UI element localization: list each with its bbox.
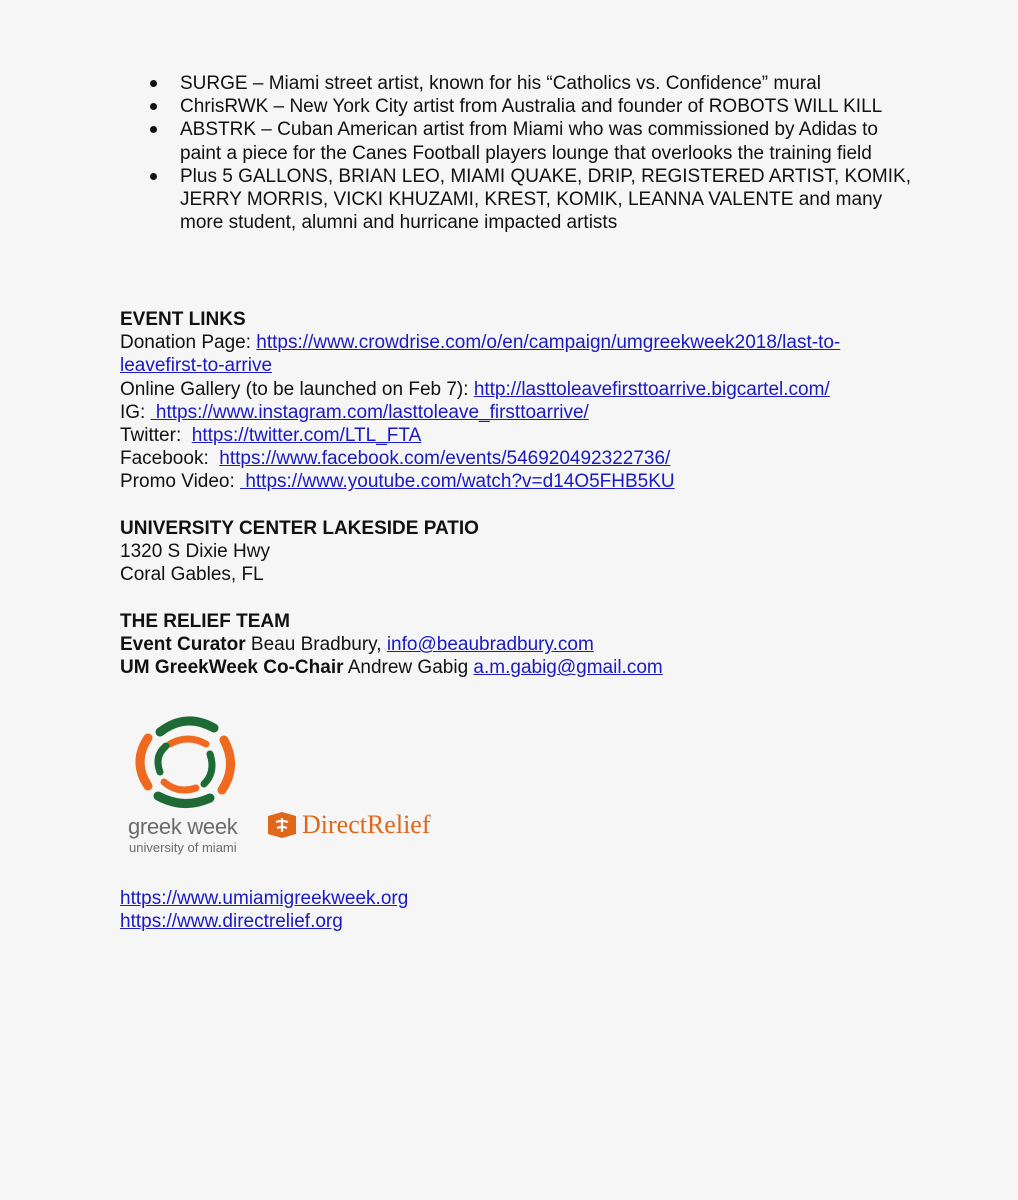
direct-relief-wordmark: DirectRelief [302,810,431,839]
list-item [180,118,920,164]
team-section [120,610,663,680]
artist-text: SURGE – Miami street artist, known for his “Catholics vs. Confidence” mural [180,73,821,94]
donation-row-cont [120,354,920,377]
promo-label: Promo Video: [120,471,241,493]
facebook-row [120,447,920,470]
facebook-link[interactable]: https://www.facebook.com/events/546920492322736/ [219,448,671,470]
twitter-label: Twitter: [120,425,192,447]
venue-section [120,517,479,587]
gallery-row [120,378,920,401]
list-item [180,165,920,235]
promo-link[interactable]: https://www.youtube.com/watch?v=d14O5FHB5KU [240,471,675,493]
greek-week-logo-title: greek week [128,814,238,839]
donation-link[interactable]: https://www.crowdrise.com/o/en/campaign/umgreekweek2018/last-to- [256,332,841,354]
directrelief-site-link[interactable]: https://www.directrelief.org [120,911,343,933]
venue-heading: UNIVERSITY CENTER LAKESIDE PATIO [120,518,479,539]
venue-address-line2: Coral Gables, FL [120,564,264,586]
gallery-link[interactable]: http://lasttoleavefirsttoarrive.bigcartel.com/ [473,378,830,400]
cochair-email-link[interactable]: a.m.gabig@gmail.com [473,657,663,679]
curator-row [120,633,663,656]
donation-label: Donation Page: [120,332,257,354]
twitter-link[interactable]: https://twitter.com/LTL_FTA [191,425,422,447]
event-links-section [120,308,920,494]
gallery-label: Online Gallery (to be launched on Feb 7): [120,378,474,400]
event-links-heading: EVENT LINKS [120,309,246,330]
facebook-label: Facebook: [120,448,220,470]
list-item [180,95,920,118]
curator-name: Beau Bradbury, [245,634,387,656]
footer-links [120,887,408,933]
cochair-name: Andrew Gabig [343,657,474,679]
venue-address-line1: 1320 S Dixie Hwy [120,541,270,563]
greek-week-ring-logo [126,710,246,810]
bullet-icon [150,173,157,180]
team-heading: THE RELIEF TEAM [120,611,290,632]
list-item [180,72,920,95]
instagram-link[interactable]: https://www.instagram.com/lasttoleave_firsttoarrive/ [150,401,589,423]
bullet-icon [150,103,157,110]
curator-role: Event Curator [120,634,246,656]
artist-text: ChrisRWK – New York City artist from Australia and founder of ROBOTS WILL KILL [180,96,883,118]
bullet-icon [150,126,157,133]
greekweek-site-link[interactable]: https://www.umiamigreekweek.org [120,888,409,909]
direct-relief-icon [266,810,298,840]
instagram-row [120,401,920,424]
curator-email-link[interactable]: info@beaubradbury.com [386,634,594,656]
artist-text: Plus 5 GALLONS, BRIAN LEO, MIAMI QUAKE, DRIP, REGISTERED ARTIST, KOMIK, JERRY MORRIS, VICKI KHUZAMI, KREST, KOMIK, LEANNA VALENTE and many more student, alumni and hurricane impacted artists [180,165,911,234]
instagram-label: IG: [120,401,151,423]
greek-week-logo-subtitle: university of miami [129,840,237,855]
cochair-row [120,656,663,679]
bullet-icon [150,80,157,87]
sponsor-logos [120,710,450,860]
twitter-row [120,424,920,447]
artist-text: ABSTRK – Cuban American artist from Miami who was commissioned by Adidas to paint a piece for the Canes Football players lounge that overlooks the training field [180,119,878,164]
artist-list [180,72,920,234]
cochair-role: UM GreekWeek Co-Chair [120,657,344,679]
donation-link-cont[interactable]: leavefirst-to-arrive [120,355,273,377]
promo-row [120,470,920,493]
donation-row [120,331,920,354]
